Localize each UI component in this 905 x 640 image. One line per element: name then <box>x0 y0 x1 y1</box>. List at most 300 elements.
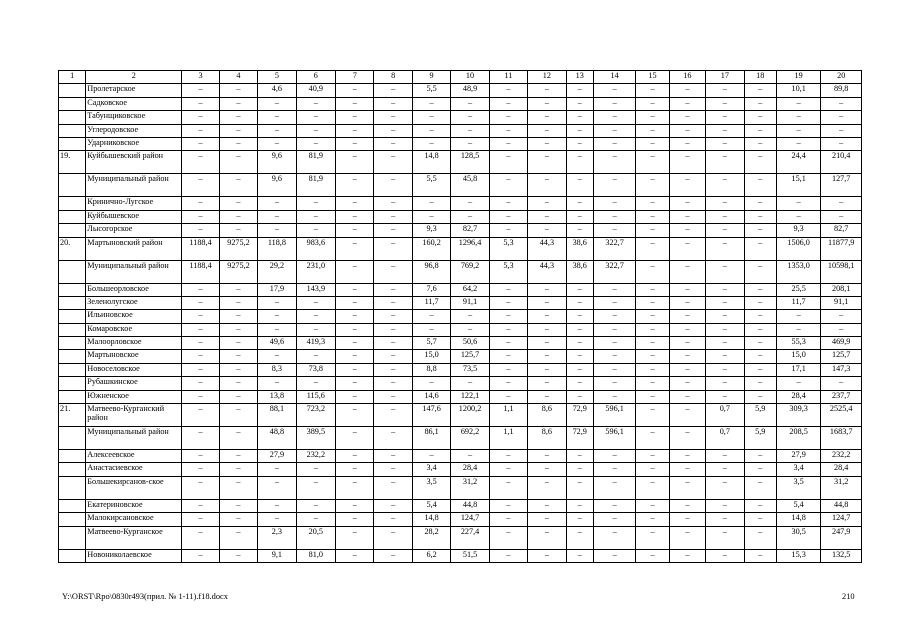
value-cell: – <box>374 296 412 309</box>
value-cell: 2,3 <box>258 526 296 549</box>
value-cell: – <box>744 111 776 124</box>
value-cell: – <box>182 377 219 390</box>
value-cell: – <box>566 463 593 476</box>
value-cell: – <box>636 197 669 210</box>
territory-name-cell: Муниципальный район <box>86 174 182 197</box>
value-cell: – <box>258 124 296 137</box>
value-cell: – <box>296 111 335 124</box>
value-cell: – <box>374 526 412 549</box>
territory-name-cell: Зеленолугское <box>86 296 182 309</box>
value-cell: 88,1 <box>258 404 296 427</box>
value-cell: 1,1 <box>489 427 527 450</box>
value-cell: – <box>776 377 820 390</box>
value-cell: – <box>336 237 374 260</box>
value-cell: 5,3 <box>489 237 527 260</box>
value-cell: 208,5 <box>776 427 820 450</box>
value-cell: 15,0 <box>412 350 450 363</box>
value-cell: – <box>566 174 593 197</box>
row-number-cell <box>59 499 86 512</box>
value-cell: – <box>182 337 219 350</box>
value-cell: – <box>636 237 669 260</box>
header-cell: 17 <box>706 71 744 84</box>
value-cell: – <box>669 476 705 499</box>
table-row <box>59 84 862 97</box>
value-cell: – <box>258 210 296 223</box>
value-cell: – <box>566 124 593 137</box>
value-cell: – <box>744 549 776 562</box>
value-cell: – <box>489 197 527 210</box>
value-cell: – <box>219 84 257 97</box>
territory-name-cell: Матвеево-Курганский район <box>86 404 182 427</box>
value-cell: – <box>374 151 412 174</box>
value-cell: – <box>336 463 374 476</box>
value-cell: – <box>706 337 744 350</box>
value-cell: – <box>374 363 412 376</box>
value-cell: 28,4 <box>776 390 820 403</box>
value-cell: 10598,1 <box>821 260 862 283</box>
value-cell: 91,1 <box>451 296 489 309</box>
value-cell: – <box>296 323 335 336</box>
value-cell: – <box>489 310 527 323</box>
value-cell: – <box>296 224 335 237</box>
value-cell: – <box>669 337 705 350</box>
value-cell: – <box>669 174 705 197</box>
value-cell: – <box>528 526 566 549</box>
value-cell: – <box>593 84 635 97</box>
table-row <box>59 210 862 223</box>
territory-name-cell: Мартыновский район <box>86 237 182 260</box>
value-cell: – <box>296 97 335 110</box>
value-cell: 9,3 <box>776 224 820 237</box>
value-cell: – <box>296 513 335 526</box>
value-cell: 419,3 <box>296 337 335 350</box>
row-number-cell <box>59 323 86 336</box>
value-cell: 723,2 <box>296 404 335 427</box>
value-cell: – <box>374 237 412 260</box>
header-cell: 20 <box>821 71 862 84</box>
value-cell: – <box>489 450 527 463</box>
table-row <box>59 260 862 283</box>
value-cell: – <box>566 310 593 323</box>
value-cell: – <box>296 377 335 390</box>
value-cell: – <box>219 124 257 137</box>
value-cell: 692,2 <box>451 427 489 450</box>
value-cell: – <box>593 137 635 150</box>
value-cell: – <box>744 377 776 390</box>
table-row <box>59 137 862 150</box>
value-cell: – <box>744 390 776 403</box>
value-cell: – <box>374 549 412 562</box>
value-cell: – <box>489 499 527 512</box>
value-cell: – <box>296 310 335 323</box>
value-cell: – <box>706 363 744 376</box>
value-cell: – <box>593 97 635 110</box>
territory-name-cell: Садковское <box>86 97 182 110</box>
value-cell: – <box>669 310 705 323</box>
value-cell: 8,6 <box>528 427 566 450</box>
row-number-cell <box>59 513 86 526</box>
value-cell: 309,3 <box>776 404 820 427</box>
header-cell: 16 <box>669 71 705 84</box>
value-cell: – <box>219 111 257 124</box>
value-cell: – <box>706 350 744 363</box>
value-cell: 1353,0 <box>776 260 820 283</box>
value-cell: – <box>593 224 635 237</box>
value-cell: – <box>669 499 705 512</box>
value-cell: – <box>821 97 862 110</box>
table-row <box>59 390 862 403</box>
value-cell: – <box>706 137 744 150</box>
value-cell: 72,9 <box>566 427 593 450</box>
value-cell: – <box>706 390 744 403</box>
value-cell: – <box>566 137 593 150</box>
value-cell: – <box>336 549 374 562</box>
value-cell: – <box>412 137 450 150</box>
value-cell: – <box>776 323 820 336</box>
value-cell: – <box>636 499 669 512</box>
value-cell: – <box>182 111 219 124</box>
value-cell: 49,6 <box>258 337 296 350</box>
footer-file-path: Y:\ORST\Rpo\0830r493(прил. № 1-11).f18.docx <box>62 592 228 601</box>
row-number-cell <box>59 427 86 450</box>
header-cell: 18 <box>744 71 776 84</box>
row-number-cell: 20. <box>59 237 86 260</box>
row-number-cell <box>59 124 86 137</box>
value-cell: – <box>219 463 257 476</box>
territory-name-cell: Куйбышевский район <box>86 151 182 174</box>
value-cell: – <box>489 526 527 549</box>
header-cell: 3 <box>182 71 219 84</box>
value-cell: 15,3 <box>776 549 820 562</box>
value-cell: 51,5 <box>451 549 489 562</box>
value-cell: – <box>219 377 257 390</box>
value-cell: 73,8 <box>296 363 335 376</box>
value-cell: – <box>219 137 257 150</box>
value-cell: 73,5 <box>451 363 489 376</box>
value-cell: – <box>489 337 527 350</box>
value-cell: – <box>821 197 862 210</box>
value-cell: – <box>744 237 776 260</box>
value-cell: – <box>336 377 374 390</box>
value-cell: – <box>182 404 219 427</box>
value-cell: – <box>182 323 219 336</box>
table-row <box>59 224 862 237</box>
value-cell: 5,5 <box>412 84 450 97</box>
value-cell: 0,7 <box>706 404 744 427</box>
header-cell: 4 <box>219 71 257 84</box>
value-cell: – <box>374 450 412 463</box>
value-cell: – <box>669 260 705 283</box>
table-row <box>59 97 862 110</box>
value-cell: – <box>489 124 527 137</box>
value-cell: – <box>744 310 776 323</box>
value-cell: 125,7 <box>451 350 489 363</box>
value-cell: – <box>219 283 257 296</box>
table-row <box>59 337 862 350</box>
value-cell: 28,4 <box>821 463 862 476</box>
value-cell: – <box>374 404 412 427</box>
value-cell: – <box>593 526 635 549</box>
value-cell: – <box>706 513 744 526</box>
territory-name-cell: Кринично-Лугское <box>86 197 182 210</box>
value-cell: – <box>706 296 744 309</box>
value-cell: 96,8 <box>412 260 450 283</box>
value-cell: 81,9 <box>296 174 335 197</box>
row-number-cell <box>59 296 86 309</box>
value-cell: – <box>374 210 412 223</box>
value-cell: – <box>412 197 450 210</box>
value-cell: – <box>489 137 527 150</box>
value-cell: 81,0 <box>296 549 335 562</box>
value-cell: 231,0 <box>296 260 335 283</box>
value-cell: – <box>489 84 527 97</box>
territory-name-cell: Южненское <box>86 390 182 403</box>
table-row <box>59 476 862 499</box>
value-cell: – <box>669 377 705 390</box>
value-cell: – <box>219 450 257 463</box>
row-number-cell <box>59 463 86 476</box>
value-cell: – <box>182 296 219 309</box>
header-cell: 15 <box>636 71 669 84</box>
value-cell: 27,9 <box>258 450 296 463</box>
value-cell: – <box>776 137 820 150</box>
value-cell: – <box>528 450 566 463</box>
value-cell: 227,4 <box>451 526 489 549</box>
row-number-cell <box>59 197 86 210</box>
value-cell: 28,2 <box>412 526 450 549</box>
value-cell: – <box>412 377 450 390</box>
value-cell: – <box>636 323 669 336</box>
value-cell: – <box>336 84 374 97</box>
value-cell: – <box>258 197 296 210</box>
value-cell: – <box>706 526 744 549</box>
value-cell: – <box>489 476 527 499</box>
value-cell: – <box>336 476 374 499</box>
value-cell: 9275,2 <box>219 237 257 260</box>
value-cell: – <box>776 310 820 323</box>
value-cell: – <box>528 363 566 376</box>
value-cell: – <box>593 111 635 124</box>
value-cell: 15,0 <box>776 350 820 363</box>
value-cell: 124,7 <box>821 513 862 526</box>
territory-name-cell: Новониколаевское <box>86 549 182 562</box>
value-cell: 596,1 <box>593 404 635 427</box>
value-cell: 9,6 <box>258 174 296 197</box>
header-cell: 11 <box>489 71 527 84</box>
value-cell: – <box>776 111 820 124</box>
value-cell: – <box>528 390 566 403</box>
value-cell: – <box>669 237 705 260</box>
value-cell: – <box>182 151 219 174</box>
value-cell: 125,7 <box>821 350 862 363</box>
value-cell: – <box>374 476 412 499</box>
value-cell: 48,8 <box>258 427 296 450</box>
value-cell: – <box>669 124 705 137</box>
value-cell: 9,1 <box>258 549 296 562</box>
value-cell: – <box>566 283 593 296</box>
value-cell: – <box>412 310 450 323</box>
row-number-cell <box>59 363 86 376</box>
value-cell: – <box>744 260 776 283</box>
value-cell: 232,2 <box>296 450 335 463</box>
value-cell: – <box>336 137 374 150</box>
value-cell: – <box>336 260 374 283</box>
value-cell: – <box>182 350 219 363</box>
row-number-cell <box>59 137 86 150</box>
value-cell: – <box>636 363 669 376</box>
territory-name-cell: Большеорловское <box>86 283 182 296</box>
value-cell: – <box>296 296 335 309</box>
value-cell: – <box>566 363 593 376</box>
value-cell: 82,7 <box>821 224 862 237</box>
value-cell: – <box>219 390 257 403</box>
value-cell: – <box>566 111 593 124</box>
value-cell: – <box>528 499 566 512</box>
header-cell: 12 <box>528 71 566 84</box>
table-row <box>59 174 862 197</box>
value-cell: – <box>182 463 219 476</box>
value-cell: – <box>258 350 296 363</box>
value-cell: 14,8 <box>412 151 450 174</box>
value-cell: – <box>219 526 257 549</box>
value-cell: – <box>636 111 669 124</box>
value-cell: – <box>566 323 593 336</box>
value-cell: 143,9 <box>296 283 335 296</box>
territory-name-cell: Рубашкинское <box>86 377 182 390</box>
value-cell: – <box>336 210 374 223</box>
value-cell: – <box>744 124 776 137</box>
table-row <box>59 377 862 390</box>
value-cell: – <box>412 97 450 110</box>
value-cell: – <box>706 111 744 124</box>
value-cell: 127,7 <box>821 174 862 197</box>
value-cell: – <box>528 310 566 323</box>
value-cell: 64,2 <box>451 283 489 296</box>
value-cell: – <box>566 499 593 512</box>
value-cell: – <box>296 137 335 150</box>
value-cell: – <box>374 283 412 296</box>
value-cell: – <box>636 97 669 110</box>
value-cell: – <box>528 377 566 390</box>
value-cell: – <box>336 323 374 336</box>
value-cell: 147,3 <box>821 363 862 376</box>
value-cell: – <box>669 151 705 174</box>
value-cell: – <box>593 463 635 476</box>
value-cell: – <box>636 283 669 296</box>
value-cell: – <box>182 174 219 197</box>
value-cell: – <box>374 350 412 363</box>
value-cell: – <box>296 210 335 223</box>
value-cell: 3,5 <box>776 476 820 499</box>
value-cell: – <box>374 174 412 197</box>
value-cell: – <box>669 210 705 223</box>
value-cell: 7,6 <box>412 283 450 296</box>
territory-name-cell: Комаровское <box>86 323 182 336</box>
value-cell: – <box>374 337 412 350</box>
value-cell: – <box>489 224 527 237</box>
value-cell: 40,9 <box>296 84 335 97</box>
value-cell: – <box>706 151 744 174</box>
value-cell: 81,9 <box>296 151 335 174</box>
value-cell: – <box>412 111 450 124</box>
value-cell: – <box>669 137 705 150</box>
row-number-cell <box>59 390 86 403</box>
value-cell: – <box>374 377 412 390</box>
value-cell: 31,2 <box>451 476 489 499</box>
header-cell: 13 <box>566 71 593 84</box>
value-cell: 5,4 <box>776 499 820 512</box>
value-cell: – <box>489 296 527 309</box>
value-cell: – <box>374 111 412 124</box>
row-number-cell <box>59 337 86 350</box>
value-cell: – <box>669 197 705 210</box>
value-cell: – <box>776 210 820 223</box>
value-cell: 237,7 <box>821 390 862 403</box>
row-number-cell <box>59 84 86 97</box>
table-row <box>59 283 862 296</box>
row-number-cell <box>59 283 86 296</box>
value-cell: – <box>219 499 257 512</box>
row-number-cell <box>59 476 86 499</box>
value-cell: 147,6 <box>412 404 450 427</box>
value-cell: 115,6 <box>296 390 335 403</box>
row-number-cell <box>59 111 86 124</box>
value-cell: – <box>489 210 527 223</box>
value-cell: – <box>636 476 669 499</box>
value-cell: – <box>219 427 257 450</box>
value-cell: – <box>636 450 669 463</box>
value-cell: – <box>593 476 635 499</box>
value-cell: – <box>669 283 705 296</box>
value-cell: 9275,2 <box>219 260 257 283</box>
value-cell: – <box>744 476 776 499</box>
value-cell: – <box>669 363 705 376</box>
value-cell: – <box>258 513 296 526</box>
territory-name-cell: Анастасиевское <box>86 463 182 476</box>
value-cell: 5,9 <box>744 427 776 450</box>
value-cell: 20,5 <box>296 526 335 549</box>
value-cell: – <box>706 224 744 237</box>
value-cell: 128,5 <box>451 151 489 174</box>
value-cell: – <box>219 310 257 323</box>
value-cell: – <box>669 549 705 562</box>
territory-name-cell: Алексеевское <box>86 450 182 463</box>
value-cell: 86,1 <box>412 427 450 450</box>
value-cell: – <box>182 499 219 512</box>
value-cell: 13,8 <box>258 390 296 403</box>
value-cell: – <box>336 97 374 110</box>
value-cell: – <box>182 310 219 323</box>
territory-name-cell: Мартыновское <box>86 350 182 363</box>
value-cell: – <box>374 197 412 210</box>
value-cell: – <box>182 526 219 549</box>
value-cell: – <box>412 210 450 223</box>
value-cell: – <box>636 463 669 476</box>
value-cell: – <box>258 111 296 124</box>
value-cell: – <box>182 224 219 237</box>
value-cell: – <box>636 390 669 403</box>
value-cell: – <box>744 450 776 463</box>
value-cell: 1188,4 <box>182 260 219 283</box>
value-cell: – <box>489 283 527 296</box>
value-cell: – <box>669 323 705 336</box>
value-cell: – <box>593 323 635 336</box>
value-cell: – <box>744 84 776 97</box>
row-number-cell <box>59 224 86 237</box>
value-cell: – <box>566 151 593 174</box>
value-cell: – <box>219 97 257 110</box>
header-row <box>59 71 862 84</box>
